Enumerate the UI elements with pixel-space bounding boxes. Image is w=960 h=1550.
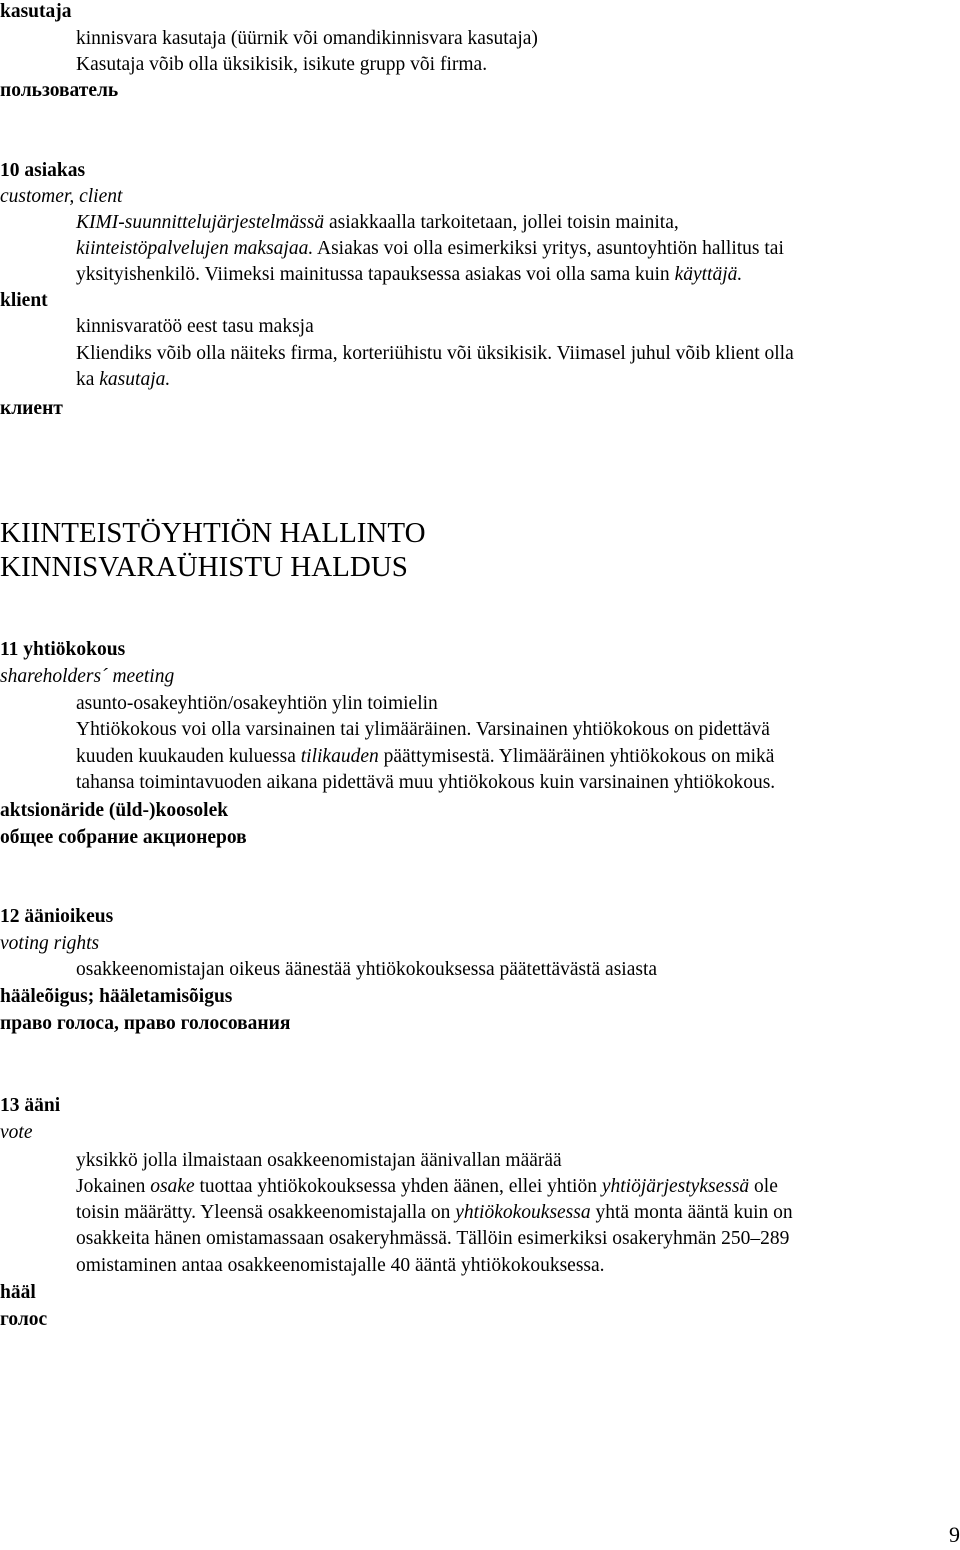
term-et: aktsionäride (üld-)koosolek — [0, 800, 229, 821]
note — [76, 1201, 793, 1225]
term-en: voting rights — [0, 933, 100, 954]
definition-et: kinnisvaratöö eest tasu maksja — [76, 316, 314, 337]
text-span: toisin määrätty. Yleensä osakkeenomistajalla on — [76, 1202, 456, 1223]
section-heading-et: KINNISVARAÜHISTU HALDUS — [0, 551, 408, 583]
note: omistaminen antaa osakkeenomistajalle 40 ääntä yhtiökokouksessa. — [76, 1255, 605, 1276]
text-span: ole — [749, 1176, 778, 1197]
term-ru: голос — [0, 1309, 48, 1330]
definition-line — [76, 263, 742, 287]
note: Kasutaja võib olla üksikisik, isikute grupp või firma. — [76, 54, 488, 75]
term-fi: 10 asiakas — [0, 160, 86, 181]
definition: osakkeenomistajan oikeus äänestää yhtiökokouksessa päätettävästä asiasta — [76, 959, 658, 980]
term-et: hääl — [0, 1282, 36, 1303]
term-fi: 12 äänioikeus — [0, 906, 114, 927]
cross-reference: yhtiökokouksessa — [455, 1202, 591, 1223]
text-span: Jokainen — [76, 1176, 151, 1197]
definition: asunto-osakeyhtiön/osakeyhtiön ylin toimielin — [76, 693, 438, 714]
term-et: hääleõigus; hääletamisõigus — [0, 986, 233, 1007]
text-span: yksityishenkilö. Viimeksi mainitussa tapauksessa asiakas voi olla sama kuin — [76, 264, 675, 285]
cross-reference: osake — [150, 1176, 195, 1197]
note: tahansa toimintavuoden aikana pidettävä muu yhtiökokous kuin varsinainen yhtiökokous. — [76, 772, 776, 793]
term-en: customer, client — [0, 186, 123, 207]
term-ru: пользователь — [0, 80, 119, 101]
text-span: tuottaa yhtiökokouksessa yhden äänen, ellei yhtiön — [194, 1176, 602, 1197]
definition: kinnisvara kasutaja (üürnik või omandikinnisvara kasutaja) — [76, 28, 538, 49]
note: Yhtiökokous voi olla varsinainen tai ylimääräinen. Varsinainen yhtiökokous on pidettävä — [76, 719, 770, 740]
definition-line — [76, 237, 784, 261]
section-heading-fi: KIINTEISTÖYHTIÖN HALLINTO — [0, 517, 426, 549]
cross-reference: kasutaja. — [99, 369, 171, 390]
text-span: ka — [76, 369, 100, 390]
term-fi: 13 ääni — [0, 1095, 61, 1116]
term-fi: 11 yhtiökokous — [0, 639, 126, 660]
cross-reference: käyttäjä. — [674, 264, 743, 285]
cross-reference: tilikauden — [300, 746, 379, 767]
note — [76, 745, 774, 769]
cross-reference: KIMI-suunnittelujärjestelmässä — [76, 212, 325, 233]
text-span: asiakkaalla tarkoitetaan, jollei toisin mainita, — [324, 212, 679, 233]
term-et: klient — [0, 290, 48, 311]
term-ru: право голоса, право голосования — [0, 1013, 291, 1034]
term-ru: клиент — [0, 398, 63, 419]
note-et — [76, 368, 170, 392]
term-en: vote — [0, 1122, 33, 1143]
definition: yksikkö jolla ilmaistaan osakkeenomistajan äänivallan määrää — [76, 1150, 562, 1171]
cross-reference: yhtiöjärjestyksessä — [601, 1176, 750, 1197]
text-span: yhtä monta ääntä kuin on — [590, 1202, 793, 1223]
note — [76, 1175, 778, 1199]
definition-line — [76, 211, 679, 235]
page-number: 9 — [949, 1522, 960, 1547]
cross-reference: kiinteistöpalvelujen maksajaa. — [76, 238, 314, 259]
text-span: kuuden kuukauden kuluessa — [76, 746, 301, 767]
note-et: Kliendiks võib olla näiteks firma, korteriühistu või üksikisik. Viimasel juhul võib klient olla — [76, 343, 794, 364]
text-span: Asiakas voi olla esimerkiksi yritys, asuntoyhtiön hallitus tai — [313, 238, 784, 259]
note: osakkeita hänen omistamassaan osakeryhmässä. Tällöin esimerkiksi osakeryhmän 250–289 — [76, 1228, 790, 1249]
term-ru: общее собрание акционеров — [0, 827, 247, 848]
term-en: shareholders´ meeting — [0, 666, 175, 687]
term-et: kasutaja — [0, 1, 72, 22]
text-span: päättymisestä. Ylimääräinen yhtiökokous on mikä — [378, 746, 775, 767]
